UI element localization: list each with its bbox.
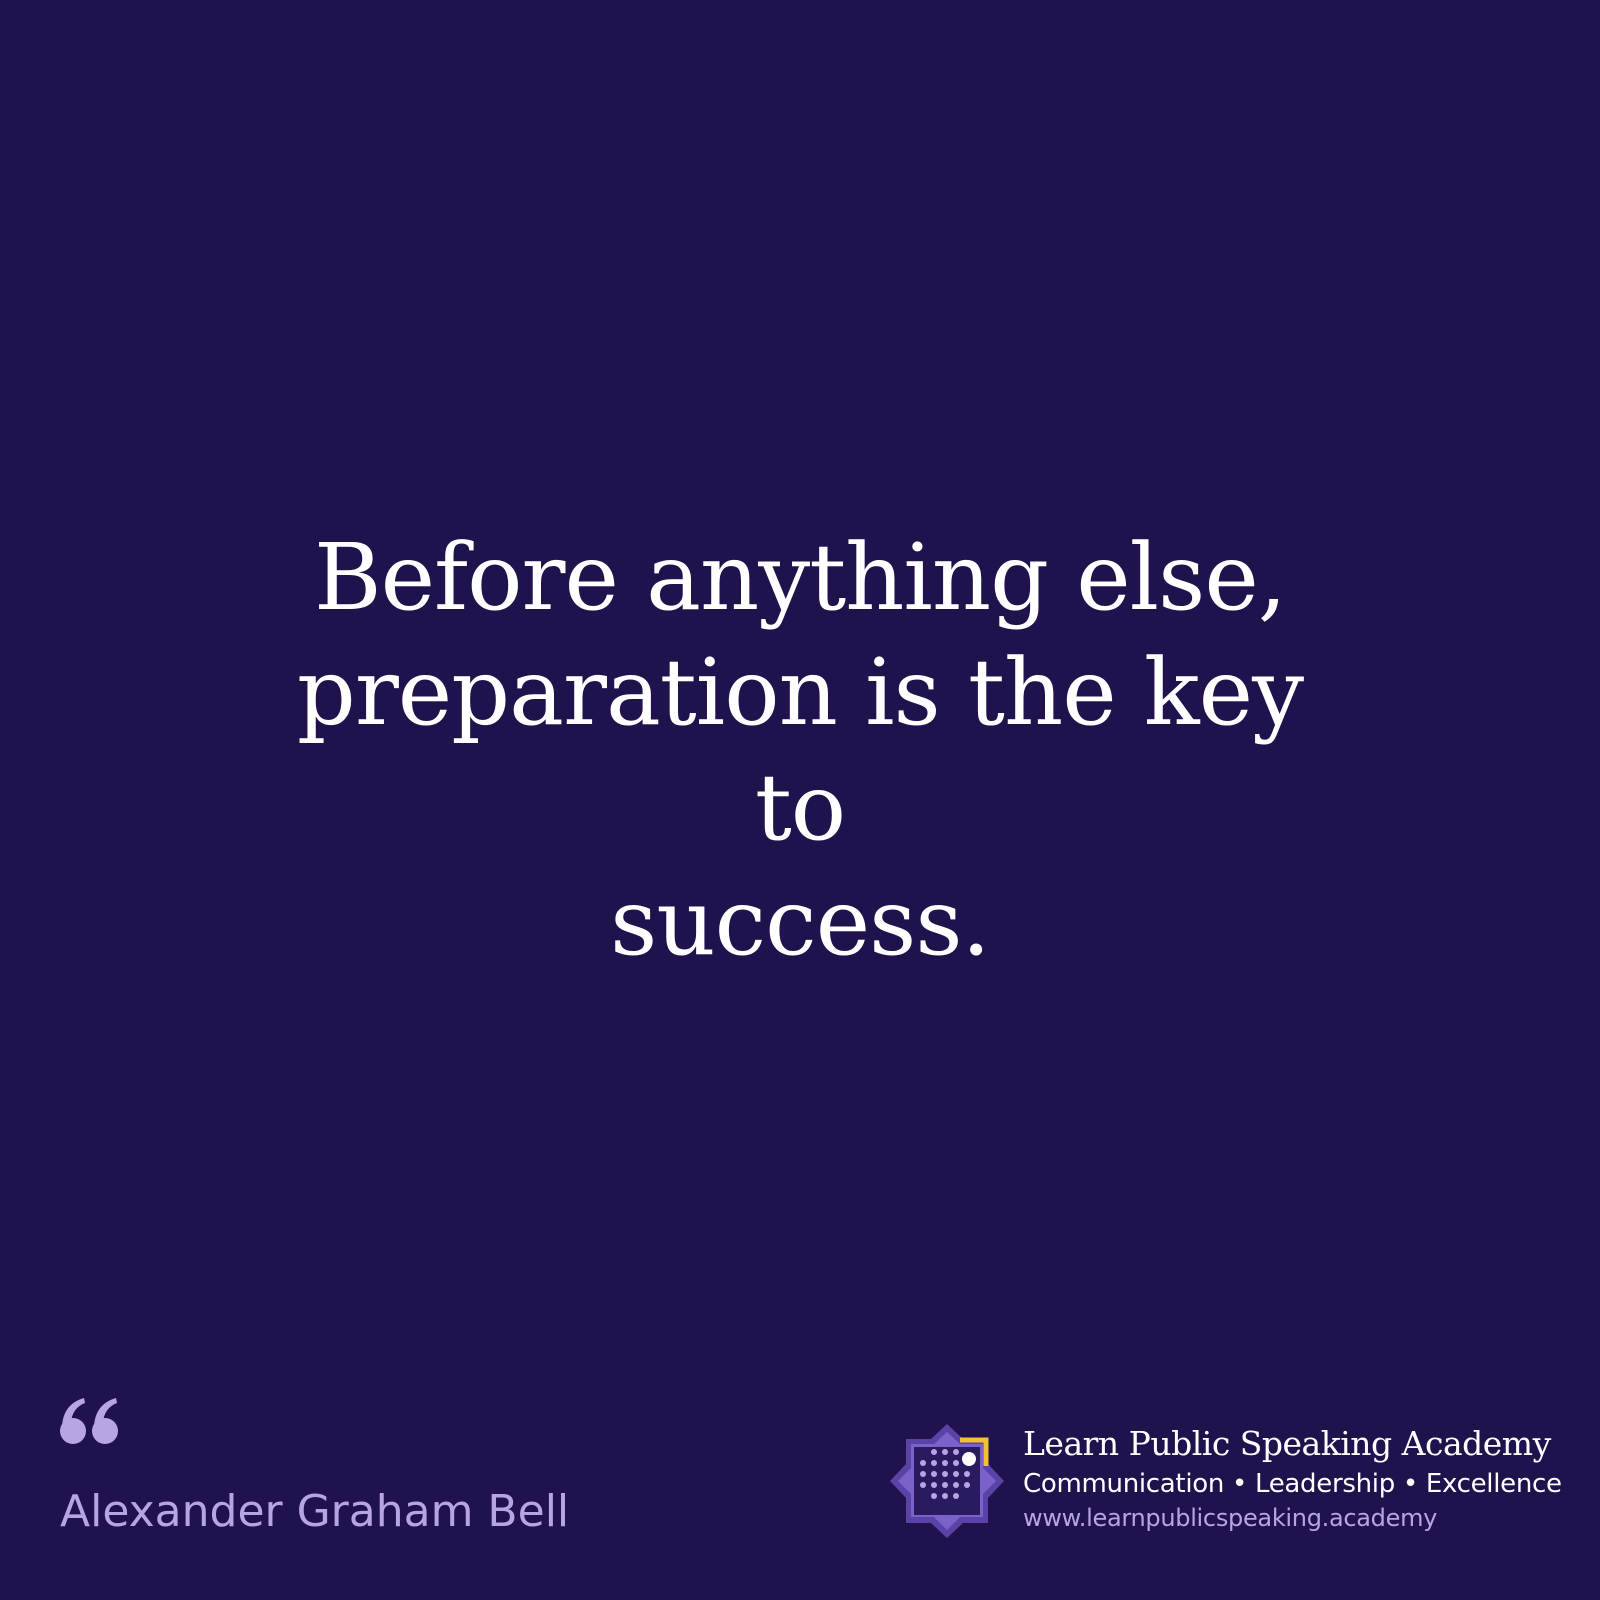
quote-block	[0, 520, 1600, 980]
brand-tagline: Communication • Leadership • Excellence	[1023, 1469, 1562, 1499]
quote-line: success.	[610, 869, 990, 976]
quote-line: preparation is the key to	[296, 639, 1304, 861]
author-name: Alexander Graham Bell	[60, 1486, 570, 1537]
brand-text	[1023, 1422, 1562, 1534]
brand-block	[888, 1422, 1562, 1542]
quote-mark-icon	[58, 1398, 122, 1458]
brand-name: Learn Public Speaking Academy	[1023, 1424, 1551, 1463]
brand-url[interactable]: www.learnpublicspeaking.academy	[1023, 1504, 1438, 1532]
quote-line: Before anything else,	[313, 524, 1287, 631]
quote-text	[250, 520, 1350, 980]
academy-logo-icon	[888, 1422, 1006, 1540]
